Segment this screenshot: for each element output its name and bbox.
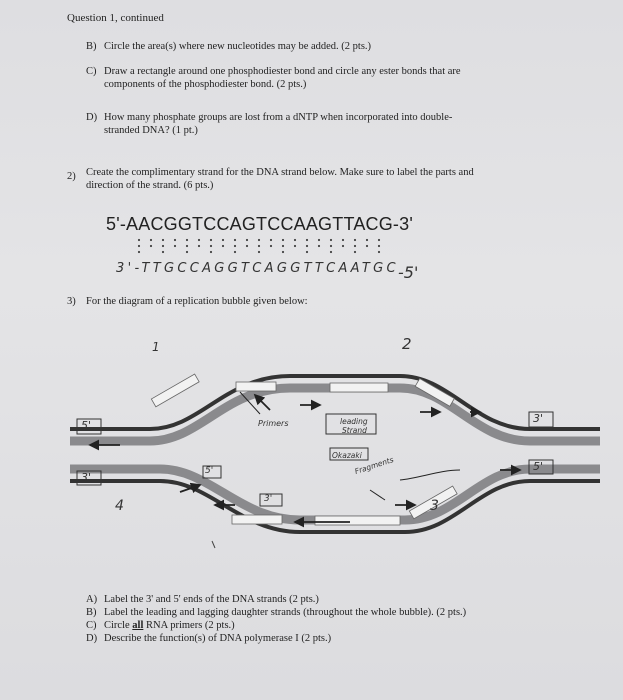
q3-c-all: all bbox=[132, 620, 144, 631]
q3-a-text: Label the 3' and 5' ends of the DNA strands (2 pts.) bbox=[104, 594, 319, 605]
label-num-4: 4 bbox=[115, 498, 124, 514]
q1-b-label: B) bbox=[86, 41, 97, 52]
q3-text: For the diagram of a replication bubble given below: bbox=[86, 296, 308, 307]
inner-5-label: 5' bbox=[205, 466, 214, 476]
page-header: Question 1, continued bbox=[67, 12, 164, 24]
end-3-top-right: 3' bbox=[533, 412, 544, 425]
q1-d-text-2: stranded DNA? (1 pt.) bbox=[104, 125, 198, 136]
inner-3-label: 3' bbox=[264, 494, 273, 504]
q3-c-text bbox=[104, 619, 235, 632]
q3-c-post: RNA primers (2 pts.) bbox=[143, 620, 235, 631]
label-num-2: 2 bbox=[402, 335, 412, 353]
q1-c-text-1: Draw a rectangle around one phosphodiester bond and circle any ester bonds that are bbox=[104, 66, 461, 77]
q3-d-label: D) bbox=[86, 633, 98, 644]
okazaki-label-1: Okazaki bbox=[332, 451, 362, 460]
q3-b-text: Label the leading and lagging daughter strands (throughout the whole bubble). (2 pts.) bbox=[104, 607, 467, 618]
leading-label-2: Strand bbox=[342, 426, 367, 435]
q1-c-label: C) bbox=[86, 66, 97, 77]
q1-d-text-1: How many phosphate groups are lost from a dNTP when incorporated into double- bbox=[104, 112, 453, 123]
primers-label: Primers bbox=[258, 419, 289, 428]
q2-text-2: direction of the strand. (6 pts.) bbox=[86, 180, 214, 191]
q2-text-1: Create the complimentary strand for the DNA strand below. Make sure to label the parts and bbox=[86, 167, 474, 178]
label-num-1: 1 bbox=[152, 340, 160, 354]
dna-strand: 5'-AACGGTCCAGTCCAAGTTACG-3' bbox=[106, 214, 413, 234]
handwritten-5-end: -5' bbox=[398, 263, 419, 282]
q3-b-label: B) bbox=[86, 607, 97, 618]
handwritten-complement: 3'-TTGCCAGGTCAGGTTCAATGC bbox=[116, 261, 399, 276]
end-5-bottom-right: 5' bbox=[533, 460, 544, 473]
label-num-3: 3 bbox=[430, 498, 439, 514]
end-3-bottom-left: 3' bbox=[81, 471, 92, 484]
bottom-daughter-strand bbox=[70, 469, 600, 520]
q3-number: 3) bbox=[67, 296, 76, 307]
q3-c-label: C) bbox=[86, 620, 97, 631]
end-5-top-left: 5' bbox=[81, 419, 92, 432]
q3-a-label: A) bbox=[86, 594, 98, 605]
q1-d-label: D) bbox=[86, 112, 98, 123]
q3-d-text: Describe the function(s) of DNA polymerase I (2 pts.) bbox=[104, 633, 332, 644]
q1-c-text-2: components of the phosphodiester bond. (2 pts.) bbox=[104, 79, 307, 90]
q1-b-text: Circle the area(s) where new nucleotides may be added. (2 pts.) bbox=[104, 41, 372, 52]
q3-c-pre: Circle bbox=[104, 620, 133, 631]
okazaki-label-2: Fragments bbox=[353, 454, 395, 477]
q2-number: 2) bbox=[67, 171, 76, 182]
leading-label-1: leading bbox=[340, 417, 368, 426]
